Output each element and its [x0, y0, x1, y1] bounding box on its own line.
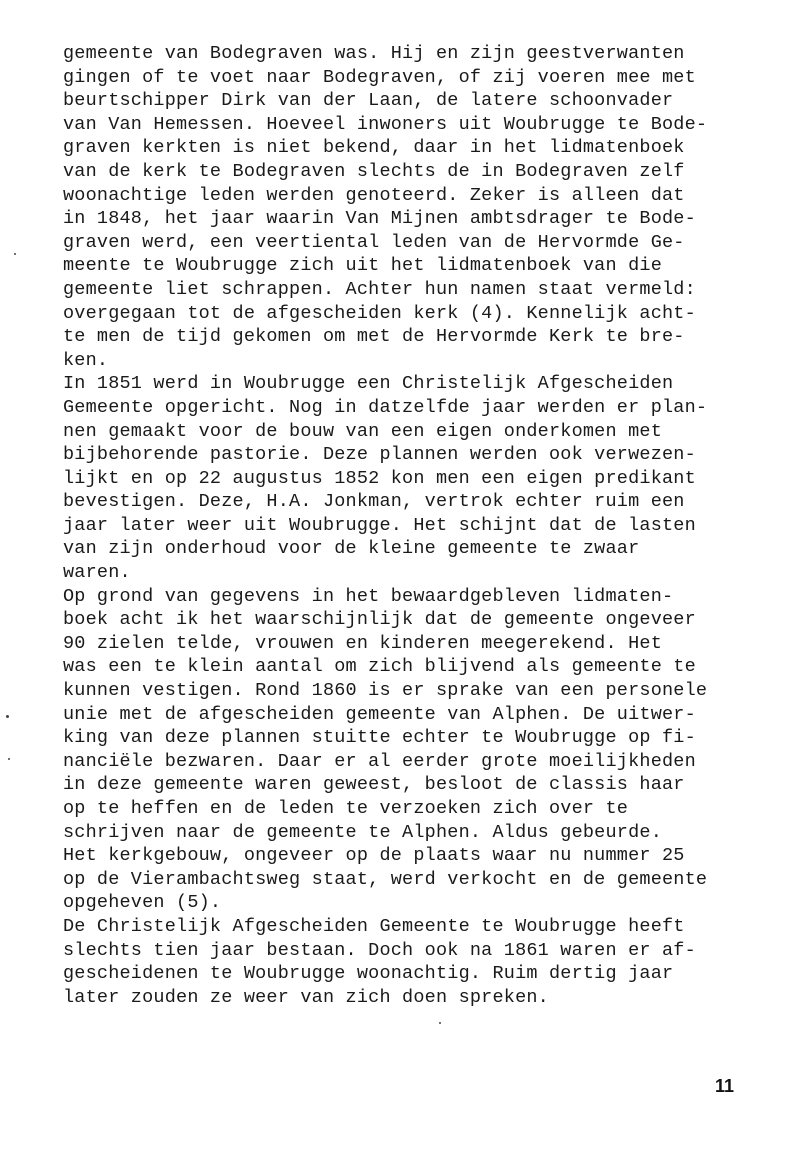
scan-speck — [14, 253, 16, 255]
scan-speck — [439, 1022, 441, 1024]
text-line: De Christelijk Afgescheiden Gemeente te Woubrugge heeft — [63, 915, 685, 937]
scan-speck — [8, 758, 10, 760]
text-line: Het kerkgebouw, ongeveer op de plaats waar nu nummer 25 — [63, 845, 685, 867]
text-line: king van deze plannen stuitte echter te Woubrugge op fi- — [63, 727, 696, 749]
text-line: schrijven naar de gemeente te Alphen. Aldus gebeurde. — [63, 821, 662, 843]
text-line: in deze gemeente waren geweest, besloot de classis haar — [63, 774, 685, 796]
text-line: meente te Woubrugge zich uit het lidmatenboek van die — [63, 255, 662, 277]
text-line: Gemeente opgericht. Nog in datzelfde jaar werden er plan- — [63, 396, 708, 418]
text-line: slechts tien jaar bestaan. Doch ook na 1861 waren er af- — [63, 939, 696, 961]
text-line: graven werd, een veertiental leden van de Hervormde Ge- — [63, 231, 685, 253]
text-line: unie met de afgescheiden gemeente van Alphen. De uitwer- — [63, 703, 696, 725]
text-line: 90 zielen telde, vrouwen en kinderen meegerekend. Het — [63, 632, 662, 654]
text-line: lijkt en op 22 augustus 1852 kon men een eigen predikant — [63, 467, 696, 489]
text-line: beurtschipper Dirk van der Laan, de latere schoonvader — [63, 90, 674, 112]
text-line: was een te klein aantal om zich blijvend als gemeente te — [63, 656, 696, 678]
page-number: 11 — [715, 1076, 735, 1096]
text-line: ken. — [63, 349, 109, 371]
text-line: In 1851 werd in Woubrugge een Christelijk Afgescheiden — [63, 373, 674, 395]
text-line: op te heffen en de leden te verzoeken zich over te — [63, 798, 629, 819]
text-line: kunnen vestigen. Rond 1860 is er sprake van een personele — [63, 680, 708, 702]
body-text — [63, 42, 763, 1009]
text-line: van zijn onderhoud voor de kleine gemeente te zwaar — [63, 538, 640, 560]
text-line: graven kerkten is niet bekend, daar in het lidmatenboek — [63, 137, 685, 159]
text-line: op de Vierambachtsweg staat, werd verkocht en de gemeente — [63, 868, 708, 890]
text-line: jaar later weer uit Woubrugge. Het schijnt dat de lasten — [63, 514, 696, 536]
text-line: in 1848, het jaar waarin Van Mijnen ambtsdrager te Bode- — [63, 208, 696, 230]
text-line: nanciële bezwaren. Daar er al eerder grote moeilijkheden — [63, 750, 696, 772]
scan-speck — [6, 715, 9, 718]
text-line: gemeente liet schrappen. Achter hun namen staat vermeld: — [63, 278, 696, 300]
text-line: gemeente van Bodegraven was. Hij en zijn geestverwanten — [63, 43, 685, 64]
text-line: waren. — [63, 562, 131, 584]
text-line: te men de tijd gekomen om met de Hervormde Kerk te bre- — [63, 326, 685, 348]
text-line: van de kerk te Bodegraven slechts de in Bodegraven zelf — [63, 160, 685, 182]
text-line: nen gemaakt voor de bouw van een eigen onderkomen met — [63, 420, 662, 442]
text-line: van Van Hemessen. Hoeveel inwoners uit Woubrugge te Bode- — [63, 113, 708, 135]
text-line: Op grond van gegevens in het bewaardgebleven lidmaten- — [63, 585, 674, 607]
text-line: overgegaan tot de afgescheiden kerk (4). Kennelijk acht- — [63, 302, 696, 324]
text-line: opgeheven (5). — [63, 892, 222, 914]
text-line: boek acht ik het waarschijnlijk dat de gemeente ongeveer — [63, 609, 696, 631]
text-line: bevestigen. Deze, H.A. Jonkman, vertrok echter ruim een — [63, 491, 685, 513]
text-line: bijbehorende pastorie. Deze plannen werden ook verwezen- — [63, 444, 696, 466]
text-line: gescheidenen te Woubrugge woonachtig. Ruim dertig jaar — [63, 963, 674, 985]
text-line: gingen of te voet naar Bodegraven, of zij voeren mee met — [63, 66, 696, 88]
text-line: woonachtige leden werden genoteerd. Zeker is alleen dat — [63, 184, 685, 206]
text-line: later zouden ze weer van zich doen spreken. — [63, 986, 549, 1008]
